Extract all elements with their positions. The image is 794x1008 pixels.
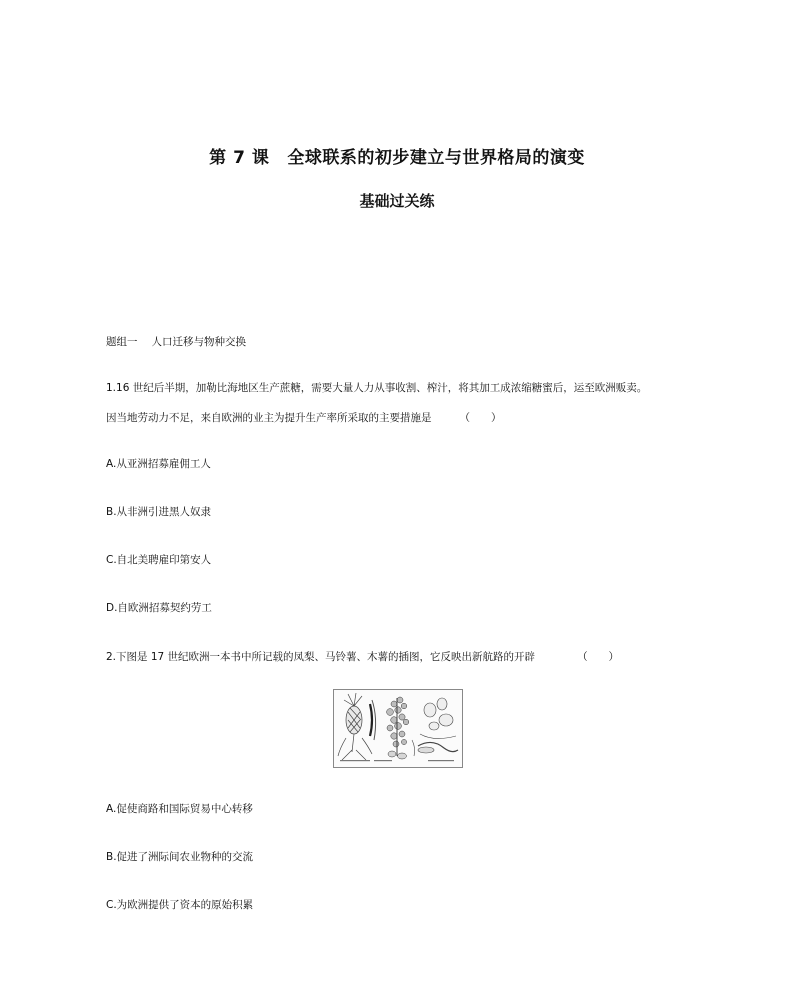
question-1-option-c[interactable]: C.自北美聘雇印第安人 <box>106 554 212 566</box>
lesson-title-text: 全球联系的初步建立与世界格局的演变 <box>287 148 585 168</box>
lesson-title <box>0 143 794 168</box>
question-1-option-d[interactable]: D.自欧洲招募契约劳工 <box>106 602 212 614</box>
question-2-stem-text: 2.下图是 17 世纪欧洲一本书中所记载的凤梨、马铃薯、木薯的插图，它反映出新航路的开辟 <box>106 651 536 663</box>
answer-blank: （ ） <box>577 651 620 663</box>
answer-blank: （ ） <box>459 412 502 424</box>
question-2-option-a[interactable]: A.促使商路和国际贸易中心转移 <box>106 803 253 815</box>
section-subtitle: 基础过关练 <box>359 192 435 210</box>
question-1-stem-text: 因当地劳动力不足，来自欧洲的业主为提升生产率所采取的主要措施是 <box>106 412 432 424</box>
question-1-stem-line1: 1.16 世纪后半期，加勒比海地区生产蔗糖，需要大量人力从事收割、榨汁，将其加工成浓缩糖蜜后，运至欧洲贩卖。 <box>106 382 648 394</box>
botanical-illustration <box>333 689 463 768</box>
group-label: 题组一 <box>106 336 138 348</box>
question-2-stem <box>106 649 619 664</box>
question-1-stem-line2 <box>106 410 502 425</box>
question-1-option-b[interactable]: B.从非洲引进黑人奴隶 <box>106 506 212 518</box>
question-2-option-c[interactable]: C.为欧洲提供了资本的原始积累 <box>106 899 254 911</box>
question-2-option-b[interactable]: B.促进了洲际间农业物种的交流 <box>106 851 254 863</box>
lesson-number: 第 7 课 <box>209 148 270 168</box>
question-1-option-a[interactable]: A.从亚洲招募雇佣工人 <box>106 458 211 470</box>
group-name: 人口迁移与物种交换 <box>151 336 246 348</box>
question-group-heading <box>106 334 246 349</box>
plant-sketch-icon <box>334 690 462 767</box>
